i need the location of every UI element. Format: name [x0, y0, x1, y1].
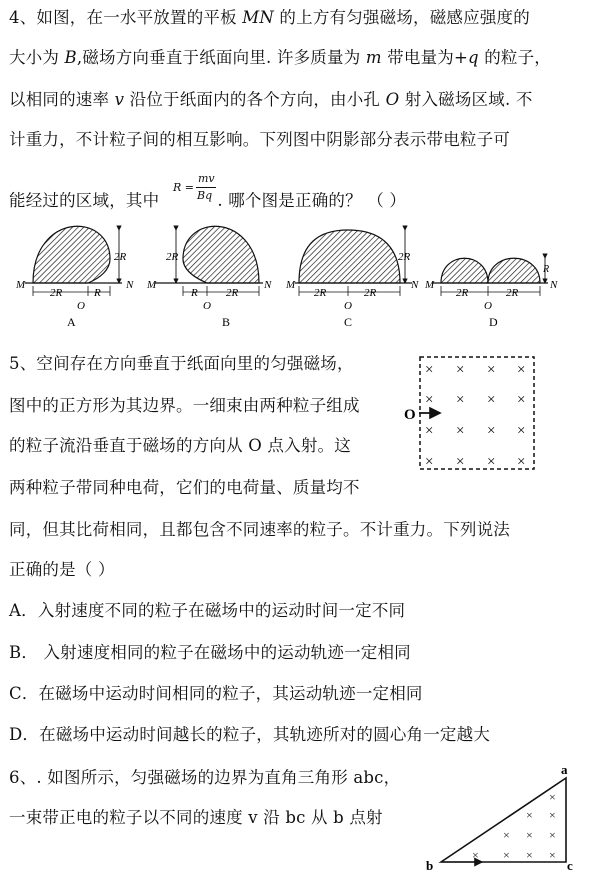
label-o: O	[484, 300, 492, 312]
shaded-region	[488, 258, 540, 283]
q4-text: 带电量为+	[381, 48, 468, 67]
label-2r: 2R	[50, 287, 63, 299]
q4-text: . 哪个图是正确的？ （ ）	[217, 191, 407, 210]
option-label-c: C	[344, 315, 353, 329]
cross-mark: ×	[487, 454, 496, 470]
q4-text: 大小为	[9, 48, 65, 67]
cross-mark: ×	[503, 828, 510, 842]
cross-mark: ×	[425, 423, 434, 439]
label-a: a	[561, 762, 568, 777]
cross-mark: ×	[517, 454, 526, 470]
option-label-a: A	[67, 315, 76, 329]
q5-option-a: A．入射速度不同的粒子在磁场中的运动时间一定不同	[9, 601, 406, 620]
cross-mark: ×	[425, 454, 434, 470]
label-o: O	[203, 300, 211, 312]
label-r: R	[543, 264, 550, 275]
shaded-region	[183, 226, 259, 283]
cross-mark: ×	[425, 392, 434, 408]
q4-symbol-mn: MN	[242, 8, 274, 27]
q4-text: 能经过的区域，其中	[9, 191, 160, 210]
cross-mark: ×	[487, 392, 496, 408]
label-2r: 2R	[506, 287, 519, 299]
cross-mark: ×	[549, 790, 556, 804]
cross-mark: ×	[472, 848, 479, 862]
q4-text: 的上方有匀强磁场，磁感应强度的	[273, 8, 530, 27]
q4-line-3	[9, 86, 533, 110]
label-2r: 2R	[314, 287, 327, 299]
q5-line-2: 图中的正方形为其边界。一细束由两种粒子组成	[9, 396, 360, 415]
cross-mark: ×	[456, 423, 465, 439]
label-2r: 2R	[364, 287, 377, 299]
panel-d	[424, 258, 558, 329]
q6-line-2: 一束带正电的粒子以不同的速度 v 沿 bc 从 b 点射	[9, 808, 383, 827]
cross-mark: ×	[503, 848, 510, 862]
q4-line-1	[9, 4, 530, 28]
q5-figure	[400, 352, 540, 474]
q4-line-4: 计重力，不计粒子间的相互影响。下列图中阴影部分表示带电粒子可	[9, 130, 510, 149]
label-2r: 2R	[114, 251, 127, 263]
label-o: O	[77, 300, 85, 312]
cross-mark: ×	[517, 362, 526, 378]
cross-mark: ×	[549, 808, 556, 822]
label-m: M	[425, 279, 435, 291]
q6-figure	[420, 762, 580, 874]
cross-mark: ×	[456, 392, 465, 408]
shaded-region	[441, 258, 488, 283]
q5-option-c: C．在磁场中运动时间相同的粒子，其运动轨迹一定相同	[9, 684, 423, 703]
label-r: R	[94, 287, 101, 299]
q4-text: 射入磁场区域. 不	[399, 90, 533, 109]
q5-line-5: 同，但其比荷相同，且都包含不同速率的粒子。不计重力。下列说法	[9, 520, 510, 539]
label-c: c	[567, 858, 573, 873]
q4-symbol-o: O	[385, 90, 400, 109]
q4-symbol-q: q	[468, 48, 479, 67]
label-2r: 2R	[226, 287, 239, 299]
cross-mark: ×	[526, 808, 533, 822]
label-o: O	[344, 300, 352, 312]
cross-mark: ×	[487, 362, 496, 378]
q4-text: 沿位于纸面内的各个方向，由小孔	[124, 90, 386, 109]
formula-denominator: Bq	[197, 189, 213, 202]
panel-b	[146, 226, 272, 329]
q4-line-2	[9, 44, 551, 68]
q4-symbol-m: m	[365, 48, 382, 67]
cross-mark: ×	[456, 362, 465, 378]
label-2r: 2R	[166, 251, 179, 263]
shaded-region	[299, 230, 400, 283]
label-2r: 2R	[456, 287, 469, 299]
option-label-d: D	[489, 315, 498, 329]
q4-symbol-b: B	[64, 48, 77, 67]
cross-mark: ×	[456, 454, 465, 470]
q4-figure	[0, 220, 589, 335]
label-2r: 2R	[398, 251, 411, 263]
panel-c	[285, 230, 419, 329]
field-crosses	[425, 362, 525, 470]
cross-mark: ×	[517, 423, 526, 439]
q5-line-3: 的粒子流沿垂直于磁场的方向从 O 点入射。这	[9, 436, 351, 455]
q5-option-d: D．在磁场中运动时间越长的粒子，其轨迹所对的圆心角一定越大	[9, 725, 491, 744]
q5-line-1: 5、空间存在方向垂直于纸面向里的匀强磁场，	[9, 354, 354, 373]
label-r: R	[191, 287, 198, 299]
q4-text: 以相同的速率	[9, 90, 115, 109]
cross-mark: ×	[517, 392, 526, 408]
option-label-b: B	[222, 315, 231, 329]
label-n: N	[264, 279, 272, 291]
cross-mark: ×	[526, 848, 533, 862]
q5-line-6: 正确的是（ ）	[9, 560, 115, 579]
label-n: N	[126, 279, 134, 291]
label-o: O	[404, 407, 416, 423]
cross-mark: ×	[425, 362, 434, 378]
cross-mark: ×	[549, 828, 556, 842]
cross-mark: ×	[487, 423, 496, 439]
q4-text: 4、如图，在一水平放置的平板	[9, 8, 243, 27]
label-m: M	[286, 279, 296, 291]
q5-line-4: 两种粒子带同种电荷，它们的电荷量、质量均不	[9, 478, 360, 497]
formula-numerator: mv	[198, 172, 215, 185]
label-n: N	[411, 279, 419, 291]
q5-option-b: B． 入射速度相同的粒子在磁场中的运动轨迹一定相同	[9, 643, 411, 662]
cross-mark: ×	[549, 848, 556, 862]
formula-bar	[196, 187, 216, 188]
q4-text: ,磁场方向垂直于纸面向里. 许多质量为	[76, 48, 366, 67]
q4-text: 的粒子，	[478, 48, 552, 67]
formula-lhs: R =	[173, 181, 194, 194]
label-n: N	[550, 279, 558, 291]
field-crosses	[472, 790, 556, 862]
label-m: M	[147, 279, 157, 291]
panel-a	[15, 226, 134, 329]
q4-symbol-v: v	[114, 90, 125, 109]
label-b: b	[426, 858, 434, 873]
label-m: M	[16, 279, 26, 291]
q6-line-1: 6、. 如图所示，匀强磁场的边界为直角三角形 abc，	[9, 768, 401, 787]
cross-mark: ×	[526, 828, 533, 842]
shaded-region	[33, 226, 110, 283]
